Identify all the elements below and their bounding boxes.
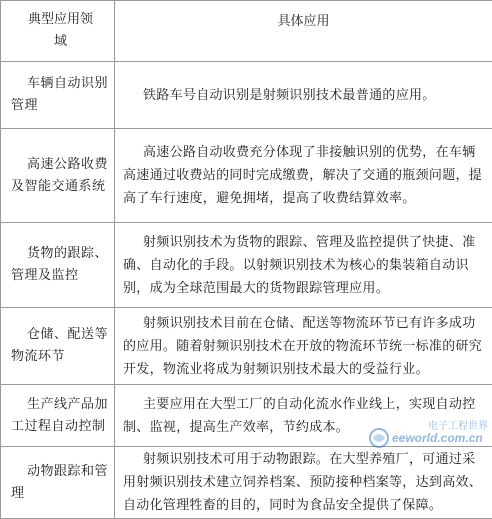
row-application: 射频识别技术为货物的跟踪、管理及监控提供了快捷、准确、自动化的手段。以射频识别技术为核心的集装箱自动识别，成为全球范围最大的货物跟踪管理应用。: [115, 223, 492, 308]
row-application: 射频识别技术目前在仓储、配送等物流环节已有许多成功的应用。随着射频识别技术在开放的物流环节统一标准的研究开发，物流业将成为射频识别技术最大的受益行业。: [115, 308, 492, 385]
table-row: [1, 308, 492, 385]
table-row: [1, 223, 492, 308]
row-field: 高速公路收费及智能交通系统: [1, 129, 115, 223]
table-row: [1, 62, 492, 129]
row-field: 货物的跟踪、管理及监控: [1, 223, 115, 308]
row-field: 车辆自动识别管理: [1, 62, 115, 129]
row-application: 铁路车号自动识别是射频识别技术最普通的应用。: [115, 62, 492, 129]
row-application: 主要应用在大型工厂的自动化流水作业线上，实现自动控制、监视，提高生产效率，节约成本。: [115, 385, 492, 447]
row-field: 动物跟踪和管理: [1, 447, 115, 519]
watermark: [368, 423, 488, 463]
row-field: 生产线产品加工过程自动控制: [1, 385, 115, 447]
row-application: 高速公路自动收费充分体现了非接触识别的优势，在车辆高速通过收费站的同时完成缴费，解决了交通的瓶颈问题，提高了车行速度，避免拥堵，提高了收费结算效率。: [115, 129, 492, 223]
watermark-brand-cn: 电子工程世界: [428, 417, 488, 432]
header-application: 具体应用: [115, 1, 492, 62]
table-header-row: [1, 1, 492, 62]
eeworld-logo-icon: [368, 427, 390, 449]
row-field: 仓储、配送等物流环节: [1, 308, 115, 385]
table-row: [1, 129, 492, 223]
header-field: 典型应用领域: [1, 1, 115, 62]
watermark-brand: eeworld.com.cn: [392, 431, 483, 445]
row-application: 射频识别技术可用于动物跟踪。在大型养殖厂，可通过采用射频识别技术建立饲养档案、预防接种档案等，达到高效、自动化管理牲畜的目的，同时为食品安全提供了保障。: [115, 447, 492, 519]
